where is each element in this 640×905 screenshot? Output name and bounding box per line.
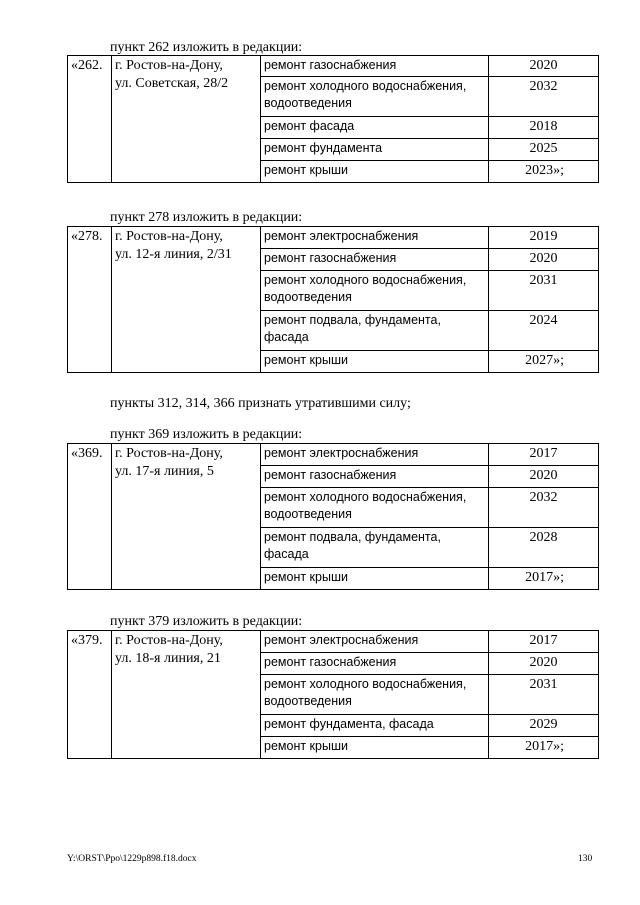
amendment-table-262 xyxy=(67,55,599,183)
work-type: ремонт газоснабжения xyxy=(261,249,489,271)
work-year: 2024 xyxy=(489,311,599,351)
item-number: «369. xyxy=(68,444,112,590)
work-year: 2031 xyxy=(489,271,599,311)
work-type: ремонт фундамента xyxy=(261,139,489,161)
work-year: 2019 xyxy=(489,227,599,249)
work-type: ремонт подвала, фундамента, фасада xyxy=(261,311,489,351)
work-type: ремонт крыши xyxy=(261,351,489,373)
work-year: 2017»; xyxy=(489,568,599,590)
work-year: 2031 xyxy=(489,675,599,715)
amendment-table-278 xyxy=(67,226,599,373)
work-type: ремонт крыши xyxy=(261,737,489,759)
work-year: 2028 xyxy=(489,528,599,568)
work-type: ремонт фасада xyxy=(261,117,489,139)
work-type: ремонт электроснабжения xyxy=(261,631,489,653)
address-city: г. Ростов-на-Дону, xyxy=(115,446,223,461)
work-type: ремонт фундамента, фасада xyxy=(261,715,489,737)
table-row xyxy=(68,56,599,77)
address-city: г. Ростов-на-Дону, xyxy=(115,633,223,648)
work-year: 2023»; xyxy=(489,161,599,183)
item-number: «278. xyxy=(68,227,112,373)
amendment-intro-262: пункт 262 изложить в редакции: xyxy=(110,40,303,55)
work-year: 2018 xyxy=(489,117,599,139)
work-year: 2017 xyxy=(489,444,599,466)
table-row xyxy=(68,227,599,249)
address-cell xyxy=(112,631,261,759)
void-clause: пункты 312, 314, 366 признать утратившими силу; xyxy=(110,396,411,411)
work-year: 2025 xyxy=(489,139,599,161)
address-street: ул. 18-я линия, 21 xyxy=(115,651,221,666)
work-year: 2029 xyxy=(489,715,599,737)
work-type: ремонт газоснабжения xyxy=(261,653,489,675)
item-number: «379. xyxy=(68,631,112,759)
work-type: ремонт электроснабжения xyxy=(261,444,489,466)
work-type: ремонт газоснабжения xyxy=(261,466,489,488)
address-cell xyxy=(112,444,261,590)
work-year: 2020 xyxy=(489,653,599,675)
work-year: 2017 xyxy=(489,631,599,653)
work-type: ремонт электроснабжения xyxy=(261,227,489,249)
work-type: ремонт подвала, фундамента, фасада xyxy=(261,528,489,568)
item-number: «262. xyxy=(68,56,112,183)
table-row xyxy=(68,631,599,653)
work-year: 2020 xyxy=(489,56,599,77)
work-type: ремонт холодного водоснабжения, водоотведения xyxy=(261,675,489,715)
work-year: 2017»; xyxy=(489,737,599,759)
work-type: ремонт холодного водоснабжения, водоотведения xyxy=(261,271,489,311)
work-year: 2020 xyxy=(489,466,599,488)
address-street: ул. Советская, 28/2 xyxy=(115,76,229,91)
address-street: ул. 17-я линия, 5 xyxy=(115,464,214,479)
work-type: ремонт крыши xyxy=(261,568,489,590)
amendment-intro-379: пункт 379 изложить в редакции: xyxy=(110,614,303,629)
work-type: ремонт холодного водоснабжения, водоотведения xyxy=(261,77,489,117)
work-year: 2032 xyxy=(489,77,599,117)
work-year: 2032 xyxy=(489,488,599,528)
work-type: ремонт холодного водоснабжения, водоотведения xyxy=(261,488,489,528)
amendment-intro-278: пункт 278 изложить в редакции: xyxy=(110,210,303,225)
address-street: ул. 12-я линия, 2/31 xyxy=(115,247,232,262)
address-cell xyxy=(112,56,261,183)
address-city: г. Ростов-на-Дону, xyxy=(115,58,223,73)
work-year: 2027»; xyxy=(489,351,599,373)
work-type: ремонт крыши xyxy=(261,161,489,183)
table-row xyxy=(68,444,599,466)
address-cell xyxy=(112,227,261,373)
amendment-intro-369: пункт 369 изложить в редакции: xyxy=(110,427,303,442)
footer-file-path: Y:\ORST\Ppo\1229p898.f18.docx xyxy=(67,854,197,864)
work-type: ремонт газоснабжения xyxy=(261,56,489,77)
amendment-table-369 xyxy=(67,443,599,590)
page-number: 130 xyxy=(578,854,593,864)
address-city: г. Ростов-на-Дону, xyxy=(115,229,223,244)
amendment-table-379 xyxy=(67,630,599,759)
work-year: 2020 xyxy=(489,249,599,271)
